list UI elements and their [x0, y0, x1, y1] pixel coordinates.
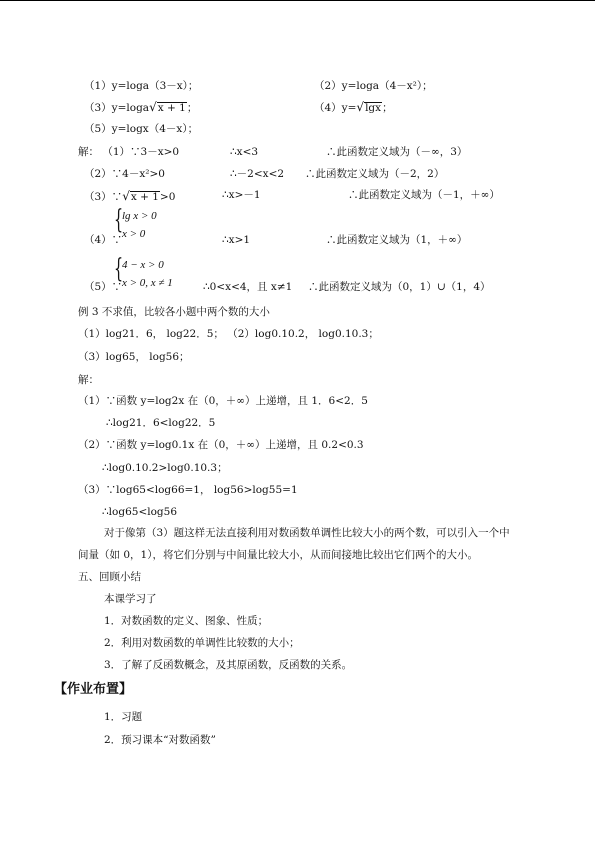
- exercise-1: （1）y=loga（3－x）；: [84, 80, 199, 92]
- radical-icon: √: [149, 100, 157, 114]
- solution-2-result: ∴－2<x<2: [230, 168, 285, 180]
- solution-2-domain: ∴此函数定义域为（－2，2）: [305, 168, 445, 180]
- paragraph-line-1: 对于像第（3）题这样无法直接利用对数函数单调性比较大小的两个数，可以引入一个中: [104, 527, 510, 539]
- solution-3-condition: [84, 190, 175, 204]
- paragraph-line-2: 间量（如 0，1），将它们分别与中间量比较大小，从而间接地比较出它们两个的大小。: [78, 549, 478, 561]
- exercise-5: （5）y=logx（4－x）；: [84, 123, 199, 135]
- left-brace-icon: {: [114, 254, 124, 284]
- section-five-heading: 五、回顾小结: [78, 571, 141, 583]
- system-line-1: lg x > 0: [122, 210, 157, 222]
- radicand: x + 1: [157, 102, 186, 114]
- exercise-3-suffix: ；: [186, 102, 198, 114]
- solution-4-domain: ∴此函数定义域为（1，＋∞）: [326, 234, 468, 246]
- system-line-2: x > 0: [122, 228, 146, 240]
- solution-5-system: [114, 254, 194, 292]
- radical-icon: √: [356, 100, 365, 114]
- page-top-rule: [0, 0, 595, 1]
- example-3-conclusion-1: ∴log21．6<log22．5: [106, 417, 216, 429]
- exercise-4-prefix: （4）y=: [314, 102, 357, 114]
- example-3-solution-2: （2）∵函数 y=log0.1x 在（0，＋∞）上递增，且 0.2<0.3: [78, 439, 364, 451]
- homework-heading: 【作业布置】: [54, 682, 133, 697]
- exercise-4-suffix: ；: [382, 102, 393, 114]
- solution-3-prefix: （3）∵: [84, 191, 123, 203]
- sqrt-expression: [356, 101, 382, 115]
- solution-3-result: ∴x>－1: [222, 189, 261, 201]
- solution-4-system: [114, 205, 174, 243]
- summary-item-1: 1．对数函数的定义、图象、性质；: [104, 615, 269, 627]
- solution-5-condition: （5）∵: [84, 281, 123, 293]
- example-3-title: 例 3 不求值，比较各小题中两个数的大小: [78, 306, 270, 318]
- sqrt-expression: [149, 101, 187, 115]
- solution-3-domain: ∴此函数定义域为（－1，＋∞）: [348, 189, 500, 201]
- exercise-3: [84, 101, 197, 115]
- summary-intro: 本课学习了: [104, 593, 157, 605]
- system-line-1: 4 − x > 0: [122, 259, 164, 271]
- example-3-items-1-2: （1）log21．6， log22．5； （2）log0.10.2， log0.10.3；: [78, 328, 379, 340]
- system-line-2: x > 0, x ≠ 1: [122, 277, 173, 289]
- solution-4-condition: （4）∵: [84, 234, 123, 246]
- radicand: x + 1: [130, 191, 159, 203]
- example-3-conclusion-3: ∴log65<log56: [102, 506, 178, 518]
- exercise-3-prefix: （3）y=loga: [84, 102, 150, 114]
- example-3-solution-3: （3）∵log65<log66=1， log56>log55=1: [78, 484, 298, 496]
- solution-1-domain: ∴此函数定义域为（－∞，3）: [326, 146, 468, 158]
- solution-label: 解：: [78, 374, 99, 386]
- example-3-conclusion-2: ∴log0.10.2>log0.10.3；: [102, 462, 228, 474]
- solution-1-result: ∴x<3: [230, 146, 259, 158]
- example-3-solution-1: （1）∵函数 y=log2x 在（0，＋∞）上递增，且 1．6<2．5: [78, 395, 368, 407]
- solution-4-result: ∴x>1: [222, 234, 251, 246]
- solution-3-suffix: >0: [159, 191, 176, 203]
- radical-icon: √: [122, 189, 130, 203]
- solution-1-condition: 解： （1）∵3－x>0: [78, 146, 180, 158]
- solution-5-domain: ∴此函数定义域为（0，1）∪（1，4）: [308, 281, 491, 293]
- left-brace-icon: {: [114, 205, 124, 235]
- summary-item-3: 3．了解了反函数概念，及其原函数，反函数的关系。: [104, 659, 353, 671]
- solution-2-condition: （2）∵4－x²>0: [84, 168, 165, 180]
- exercise-4: [314, 101, 393, 115]
- homework-item-1: 1．习题: [104, 711, 143, 723]
- example-3-item-3: （3）log65， log56；: [78, 351, 190, 363]
- exercise-2: （2）y=loga（4－x²）；: [314, 80, 433, 92]
- homework-item-2: 2．预习课本“对数函数”: [104, 734, 216, 746]
- summary-item-2: 2．利用对数函数的单调性比较数的大小；: [104, 637, 300, 649]
- radicand: lgx: [365, 102, 382, 114]
- sqrt-expression: [122, 190, 160, 204]
- solution-5-result: ∴0<x<4，且 x≠1: [203, 281, 293, 293]
